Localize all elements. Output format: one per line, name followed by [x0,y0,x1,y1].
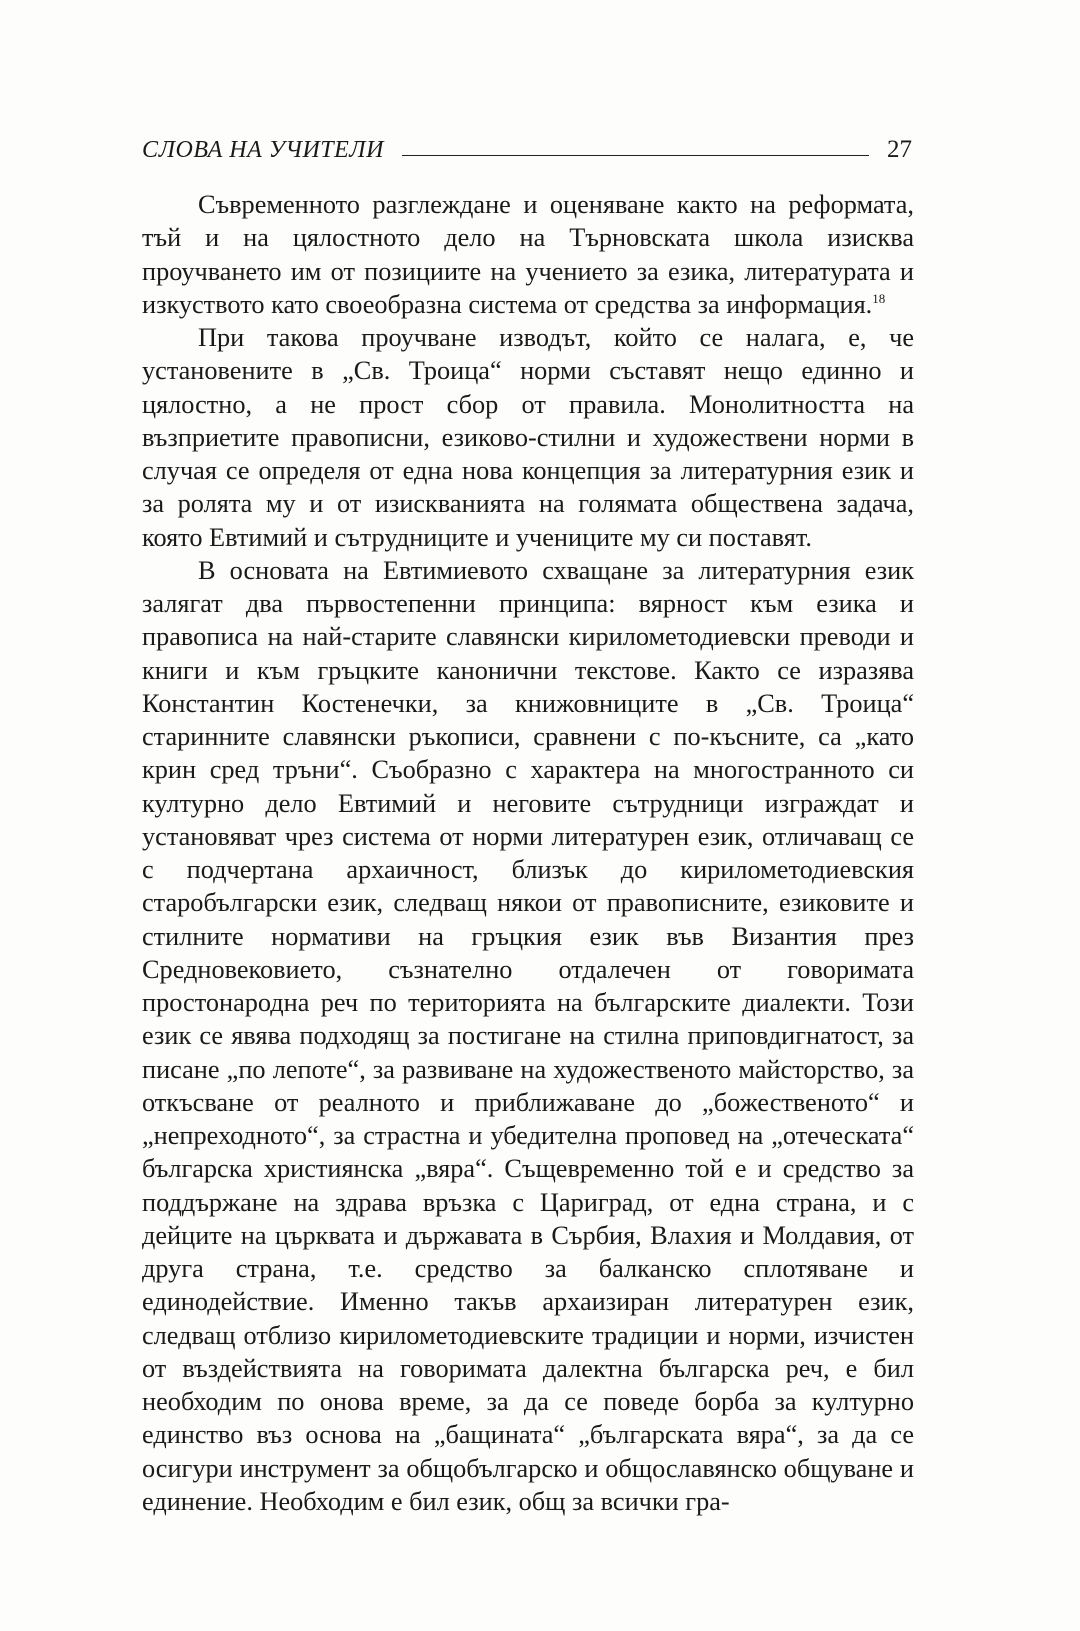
paragraph-2 [142,321,914,554]
paragraph-3-text: В основата на Евтимиевото схващане за литературния език залягат два първостепенни принципа: вярност към езика и правописа на най-старите славянски кирилометодиевски преводи и книги и към гръцките канонични текстове. Както се изразява Константин Костенечки, за книжовниците в „Св. Троица“ старинните славянски ръкописи, сравнени с по-късните, са „като крин сред тръни“. Съобразно с характера на многостранното си културно дело Евтимий и неговите сътрудници изграждат и установяват чрез система от норми литературен език, отличаващ се с подчертана архаичност, близък до кирилометодиевския старобългарски език, следващ някои от правописните, езиковите и стилните нормативи на гръцкия език във Византия през Средновековието, съзнателно отдалечен от говоримата простонародна реч по територията на българските диалекти. Този език се явява подходящ за постигане на стилна приповдигнатост, за писане „по лепоте“, за развиване на художественото майсторство, за откъсване от реалното и приближаване до „божественото“ и „непреходното“, за страстна и убедителна проповед на „отеческата“ българска християнска „вяра“. Същевременно той е и средство за поддържане на здрава връзка с Цариград, от една страна, и с дейците на църквата и държавата в Сърбия, Влахия и Молдавия, от друга страна, т.е. средство за балканско сплотяване и единодействие. Именно такъв архаизиран литературен език, следващ отблизо кирилометодиевските традиции и норми, изчистен от въздействията на говоримата далектна българска реч, е бил необходим по онова време, за да се поведе борба за културно единство въз основа на „бащината“ „българската вяра“, за да се осигури инструмент за общобългарско и общославянско общуване и единение. Необходим е бил език, общ за всички гра- [142,555,914,1516]
body-text [142,188,914,1518]
paragraph-1 [142,188,914,321]
paragraph-1-text: Съвременното разглеждане и оценяване както на реформата, тъй и на цялостното дело на Търновската школа изисква проучването им от позициите на учението за езика, литературата и изкуството като своеобразна система от средства за информация. [142,190,914,319]
footnote-marker: 18 [872,290,886,306]
paragraph-3 [142,554,914,1518]
header-rule [402,155,869,156]
running-header [142,128,912,164]
paragraph-2-text: При такова проучване изводът, който се налага, е, че установените в „Св. Троица“ норми съставят нещо единно и цялостно, а не прост сбор от правила. Монолитността на възприетите правописни, езиково-стилни и художествени норми в случая се определя от една нова концепция за литературния език и за ролята му и от изискванията на голямата обществена задача, която Евтимий и сътрудниците и учениците му си поставят. [142,323,914,552]
running-title: СЛОВА НА УЧИТЕЛИ [142,137,384,163]
page-number: 27 [887,136,912,163]
